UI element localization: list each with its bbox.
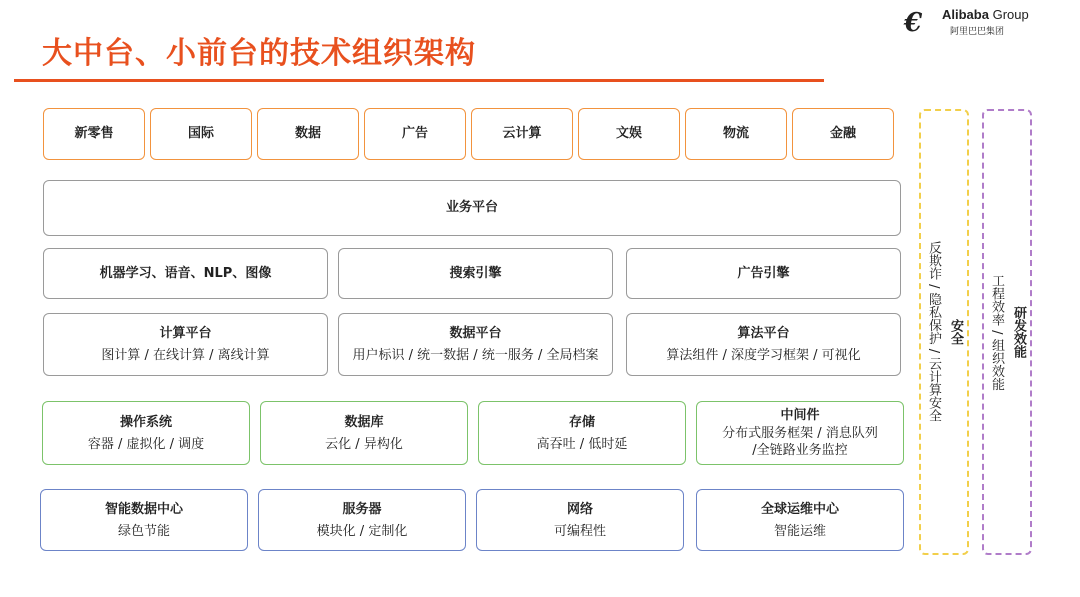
front-label: 数据 — [294, 126, 321, 141]
hardware-desc: 智能运维 — [773, 523, 826, 539]
hardware-desc: 可编程性 — [553, 523, 606, 539]
platform-box-compute — [43, 313, 328, 376]
hardware-box-network — [476, 489, 684, 551]
hardware-box-ops-center — [696, 489, 904, 551]
infra-title: 操作系统 — [119, 414, 172, 430]
title-underline — [14, 79, 824, 82]
platform-box-data — [338, 313, 613, 376]
front-box-6 — [685, 108, 787, 160]
front-box-1 — [150, 108, 252, 160]
hardware-box-datacenter — [40, 489, 248, 551]
rd-desc: 工程效率 / 组织效能 — [989, 273, 1004, 391]
front-label: 物流 — [722, 126, 749, 141]
security-desc: 反欺诈 / 隐私保护 / 云计算安全 — [926, 241, 941, 423]
platform-title: 数据平台 — [449, 326, 502, 341]
business-platform-label: 业务平台 — [445, 200, 498, 215]
platform-desc: 算法组件 / 深度学习框架 / 可视化 — [666, 348, 861, 363]
logo-brand: Alibaba — [942, 7, 989, 22]
front-box-5 — [578, 108, 680, 160]
front-box-4 — [471, 108, 573, 160]
front-box-3 — [364, 108, 466, 160]
logo-group: Group — [992, 7, 1029, 22]
front-label: 国际 — [187, 126, 214, 141]
platform-desc: 图计算 / 在线计算 / 离线计算 — [101, 348, 270, 363]
hardware-desc: 绿色节能 — [117, 523, 170, 539]
rd-title: 研发效能 — [1011, 306, 1026, 358]
alibaba-logo-icon: € — [904, 8, 923, 38]
infra-title: 存储 — [568, 414, 595, 430]
page-title: 大中台、小前台的技术组织架构 — [42, 36, 476, 71]
front-label: 金融 — [829, 126, 856, 141]
engine-box-ads — [626, 248, 901, 299]
business-platform-box — [43, 180, 901, 236]
rd-efficiency-column — [982, 109, 1032, 555]
platform-desc: 用户标识 / 统一数据 / 统一服务 / 全局档案 — [352, 348, 599, 363]
infra-desc: 高吞吐 / 低时延 — [536, 436, 628, 452]
alibaba-logo — [904, 6, 1054, 36]
infra-desc: 云化 / 异构化 — [325, 436, 403, 452]
platform-box-algorithm — [626, 313, 901, 376]
engine-box-ml — [43, 248, 328, 299]
engine-label: 搜索引擎 — [449, 265, 502, 281]
security-column — [919, 109, 969, 555]
infra-desc-2: /全链路业务监控 — [752, 443, 848, 458]
front-label: 新零售 — [74, 126, 114, 141]
infra-desc: 容器 / 虚拟化 / 调度 — [87, 436, 205, 452]
front-box-2 — [257, 108, 359, 160]
infra-title: 中间件 — [780, 408, 820, 423]
front-label: 文娱 — [615, 126, 642, 141]
security-title: 安全 — [948, 319, 963, 345]
front-box-0 — [43, 108, 145, 160]
hardware-title: 服务器 — [342, 501, 382, 517]
platform-title: 计算平台 — [159, 326, 212, 341]
platform-title: 算法平台 — [737, 326, 790, 341]
hardware-desc: 模块化 / 定制化 — [316, 523, 408, 539]
logo-cn: 阿里巴巴集团 — [950, 27, 1005, 37]
infra-box-os — [42, 401, 250, 465]
infra-box-database — [260, 401, 468, 465]
infra-desc: 分布式服务框架 / 消息队列 — [722, 426, 878, 441]
hardware-box-server — [258, 489, 466, 551]
infra-box-storage — [478, 401, 686, 465]
engine-label: 机器学习、语音、NLP、图像 — [99, 265, 272, 281]
front-box-7 — [792, 108, 894, 160]
front-label: 广告 — [401, 126, 428, 141]
hardware-title: 网络 — [566, 501, 593, 517]
hardware-title: 智能数据中心 — [104, 501, 183, 517]
engine-box-search — [338, 248, 613, 299]
hardware-title: 全球运维中心 — [760, 501, 839, 517]
front-label: 云计算 — [502, 126, 542, 141]
engine-label: 广告引擎 — [737, 265, 790, 281]
infra-box-middleware — [696, 401, 904, 465]
infra-title: 数据库 — [344, 414, 384, 430]
